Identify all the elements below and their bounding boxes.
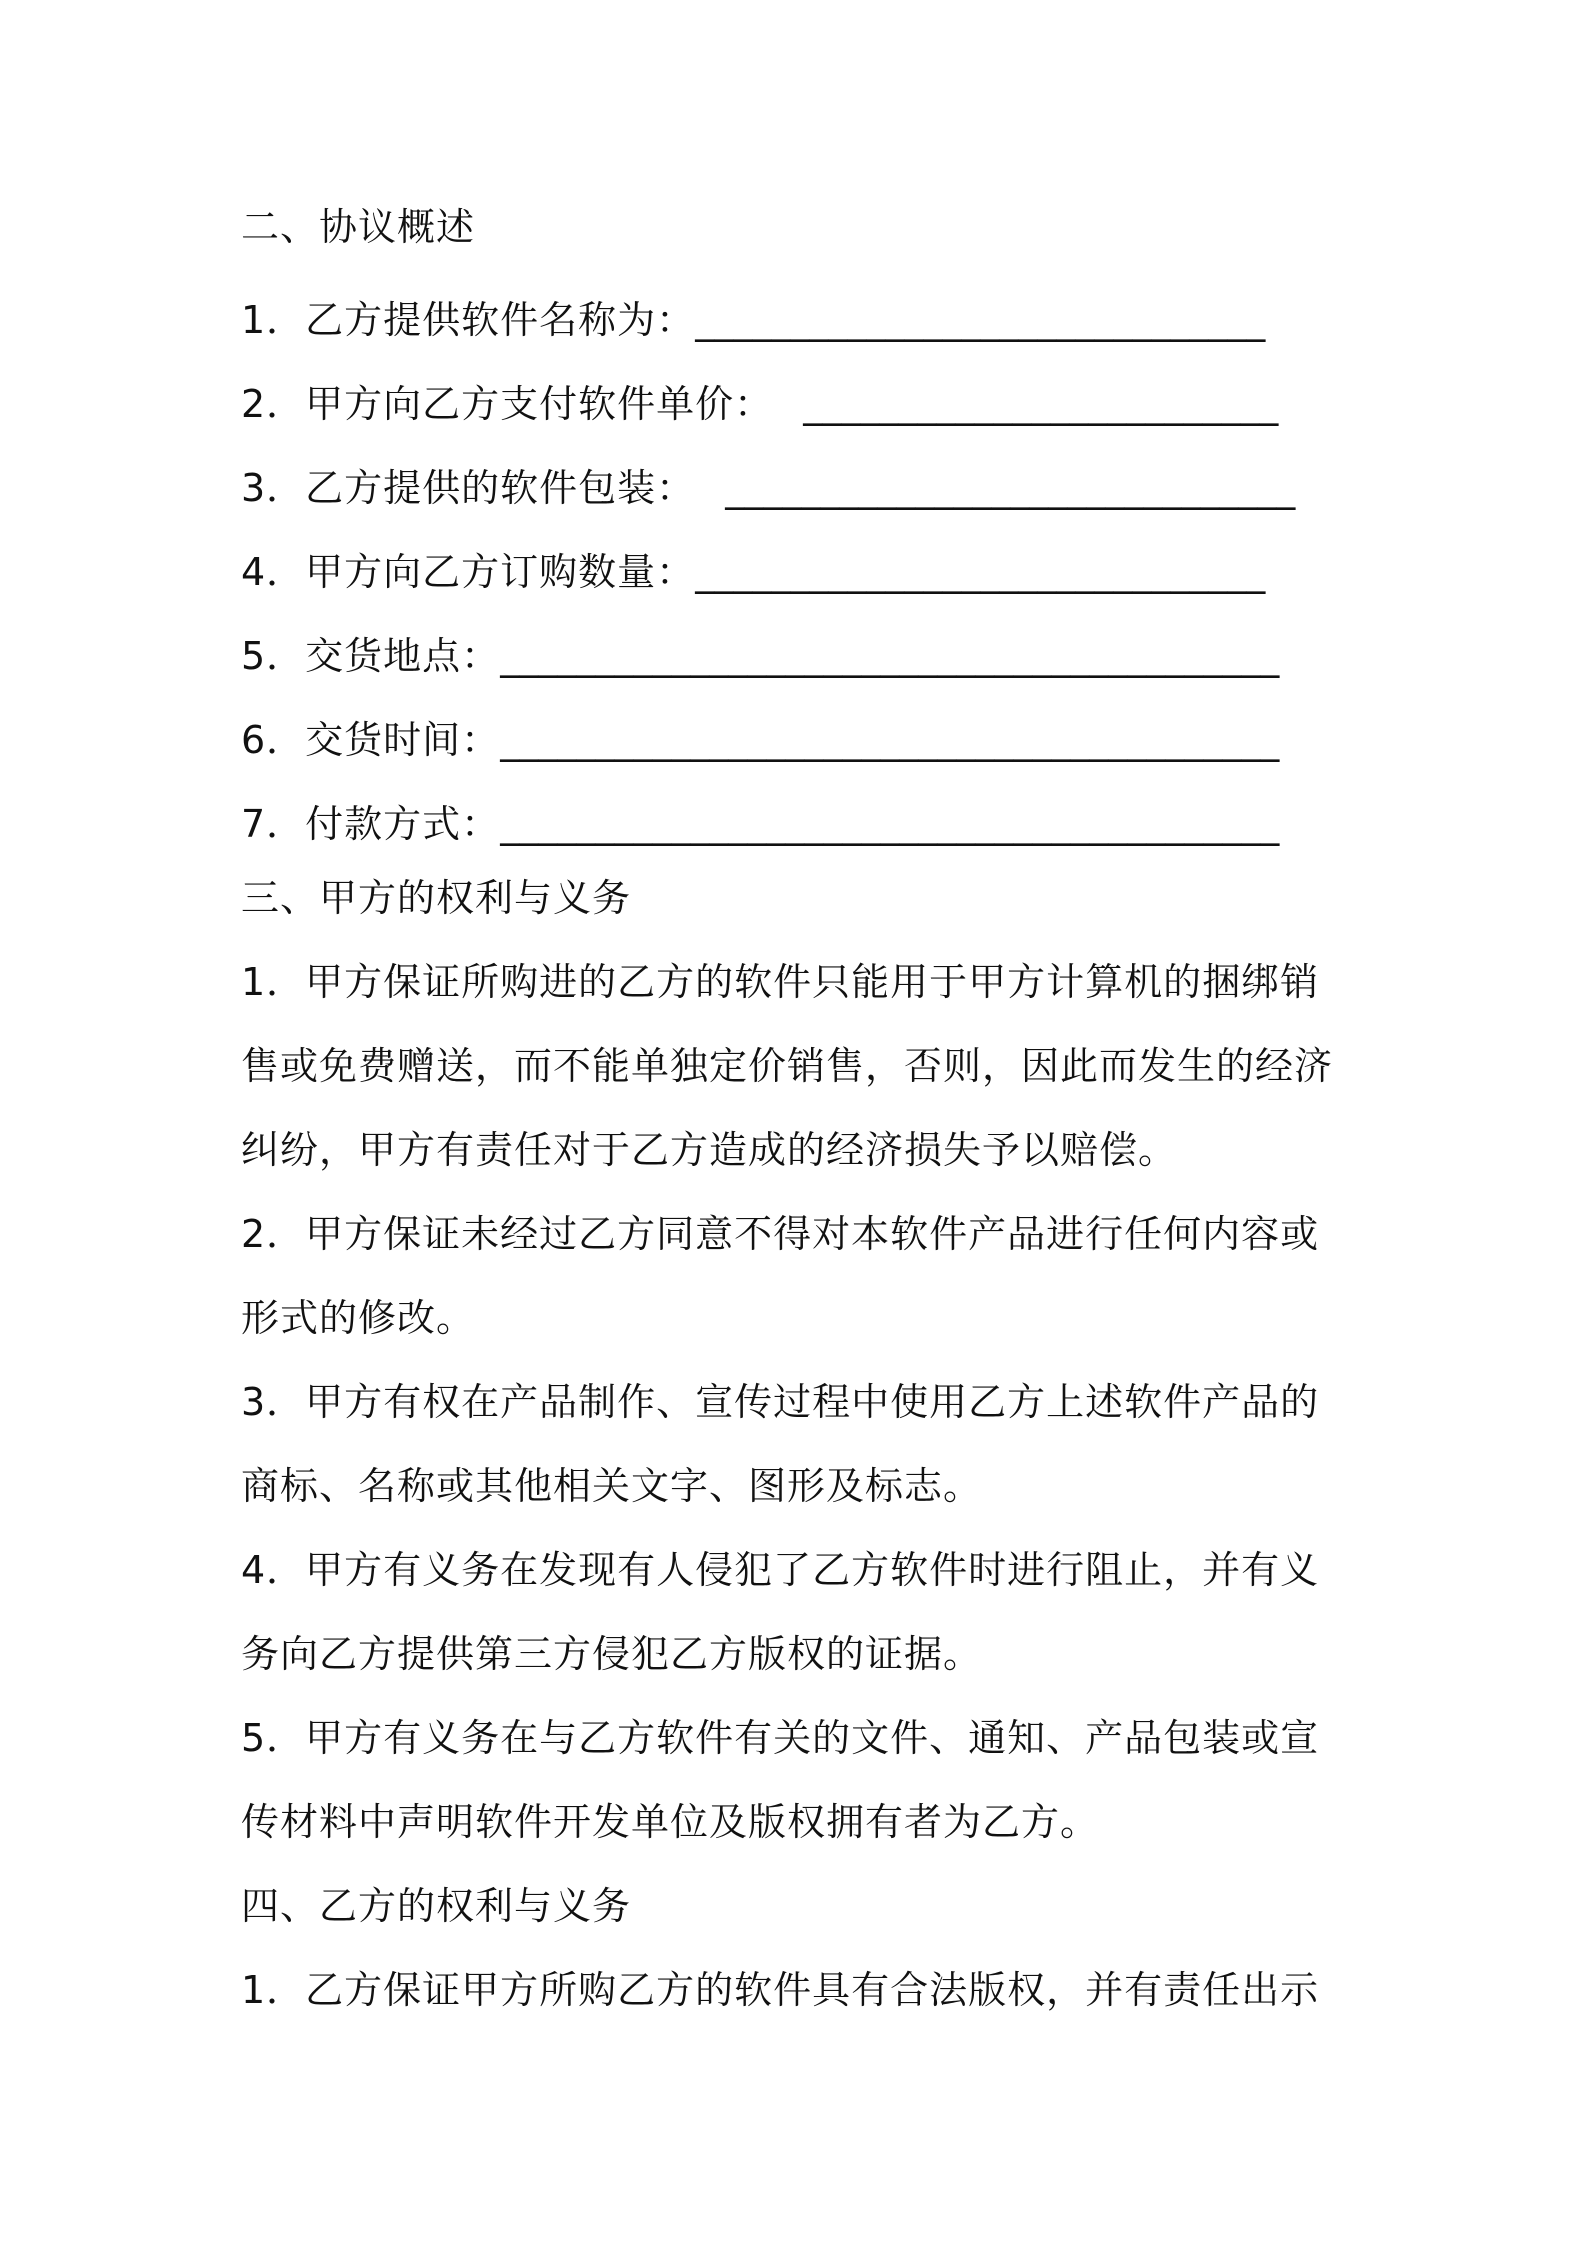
form-item-software-name	[241, 298, 1265, 342]
paragraph-line: 1．甲方保证所购进的乙方的软件只能用于甲方计算机的捆绑销	[241, 960, 1320, 1004]
fill-blank[interactable]: _________________________________________	[500, 718, 1280, 762]
section-heading-agreement-overview: 二、协议概述	[241, 205, 476, 249]
paragraph-line: 1．乙方保证甲方所购乙方的软件具有合法版权，并有责任出示	[241, 1968, 1320, 2012]
section-heading-party-b-rights: 四、乙方的权利与义务	[241, 1884, 632, 1928]
paragraph-line: 商标、名称或其他相关文字、图形及标志。	[241, 1464, 983, 1508]
form-item-delivery-place	[241, 634, 1279, 678]
fill-blank[interactable]: ______________________________	[725, 466, 1296, 510]
form-label: 2．甲方向乙方支付软件单价：	[241, 382, 774, 426]
fill-blank[interactable]: ______________________________	[695, 550, 1266, 594]
paragraph-line: 售或免费赠送，而不能单独定价销售，否则，因此而发生的经济	[241, 1044, 1334, 1088]
fill-blank[interactable]: ______________________________	[695, 298, 1266, 342]
form-label: 6．交货时间：	[241, 718, 501, 762]
paragraph-line: 形式的修改。	[241, 1296, 476, 1340]
form-item-delivery-time	[241, 718, 1279, 762]
form-item-quantity	[241, 550, 1265, 594]
form-item-packaging	[241, 466, 1295, 510]
paragraph-line: 务向乙方提供第三方侵犯乙方版权的证据。	[241, 1632, 983, 1676]
paragraph-line: 传材料中声明软件开发单位及版权拥有者为乙方。	[241, 1800, 1100, 1844]
section-heading-party-a-rights: 三、甲方的权利与义务	[241, 876, 632, 920]
paragraph-line: 纠纷，甲方有责任对于乙方造成的经济损失予以赔偿。	[241, 1128, 1178, 1172]
form-item-payment-method	[241, 802, 1279, 846]
paragraph-line: 4．甲方有义务在发现有人侵犯了乙方软件时进行阻止，并有义	[241, 1548, 1320, 1592]
fill-blank[interactable]: _________________________________________	[500, 634, 1280, 678]
paragraph-line: 5．甲方有义务在与乙方软件有关的文件、通知、产品包装或宣	[241, 1716, 1320, 1760]
paragraph-line: 2．甲方保证未经过乙方同意不得对本软件产品进行任何内容或	[241, 1212, 1320, 1256]
form-label: 5．交货地点：	[241, 634, 501, 678]
fill-blank[interactable]: _________________________________________	[500, 802, 1280, 846]
fill-blank[interactable]: _________________________	[803, 382, 1279, 426]
form-label: 4．甲方向乙方订购数量：	[241, 550, 696, 594]
form-item-unit-price	[241, 382, 1278, 426]
paragraph-line: 3．甲方有权在产品制作、宣传过程中使用乙方上述软件产品的	[241, 1380, 1320, 1424]
form-label: 3．乙方提供的软件包装：	[241, 466, 696, 510]
form-label: 7．付款方式：	[241, 802, 501, 846]
form-label: 1．乙方提供软件名称为：	[241, 298, 696, 342]
